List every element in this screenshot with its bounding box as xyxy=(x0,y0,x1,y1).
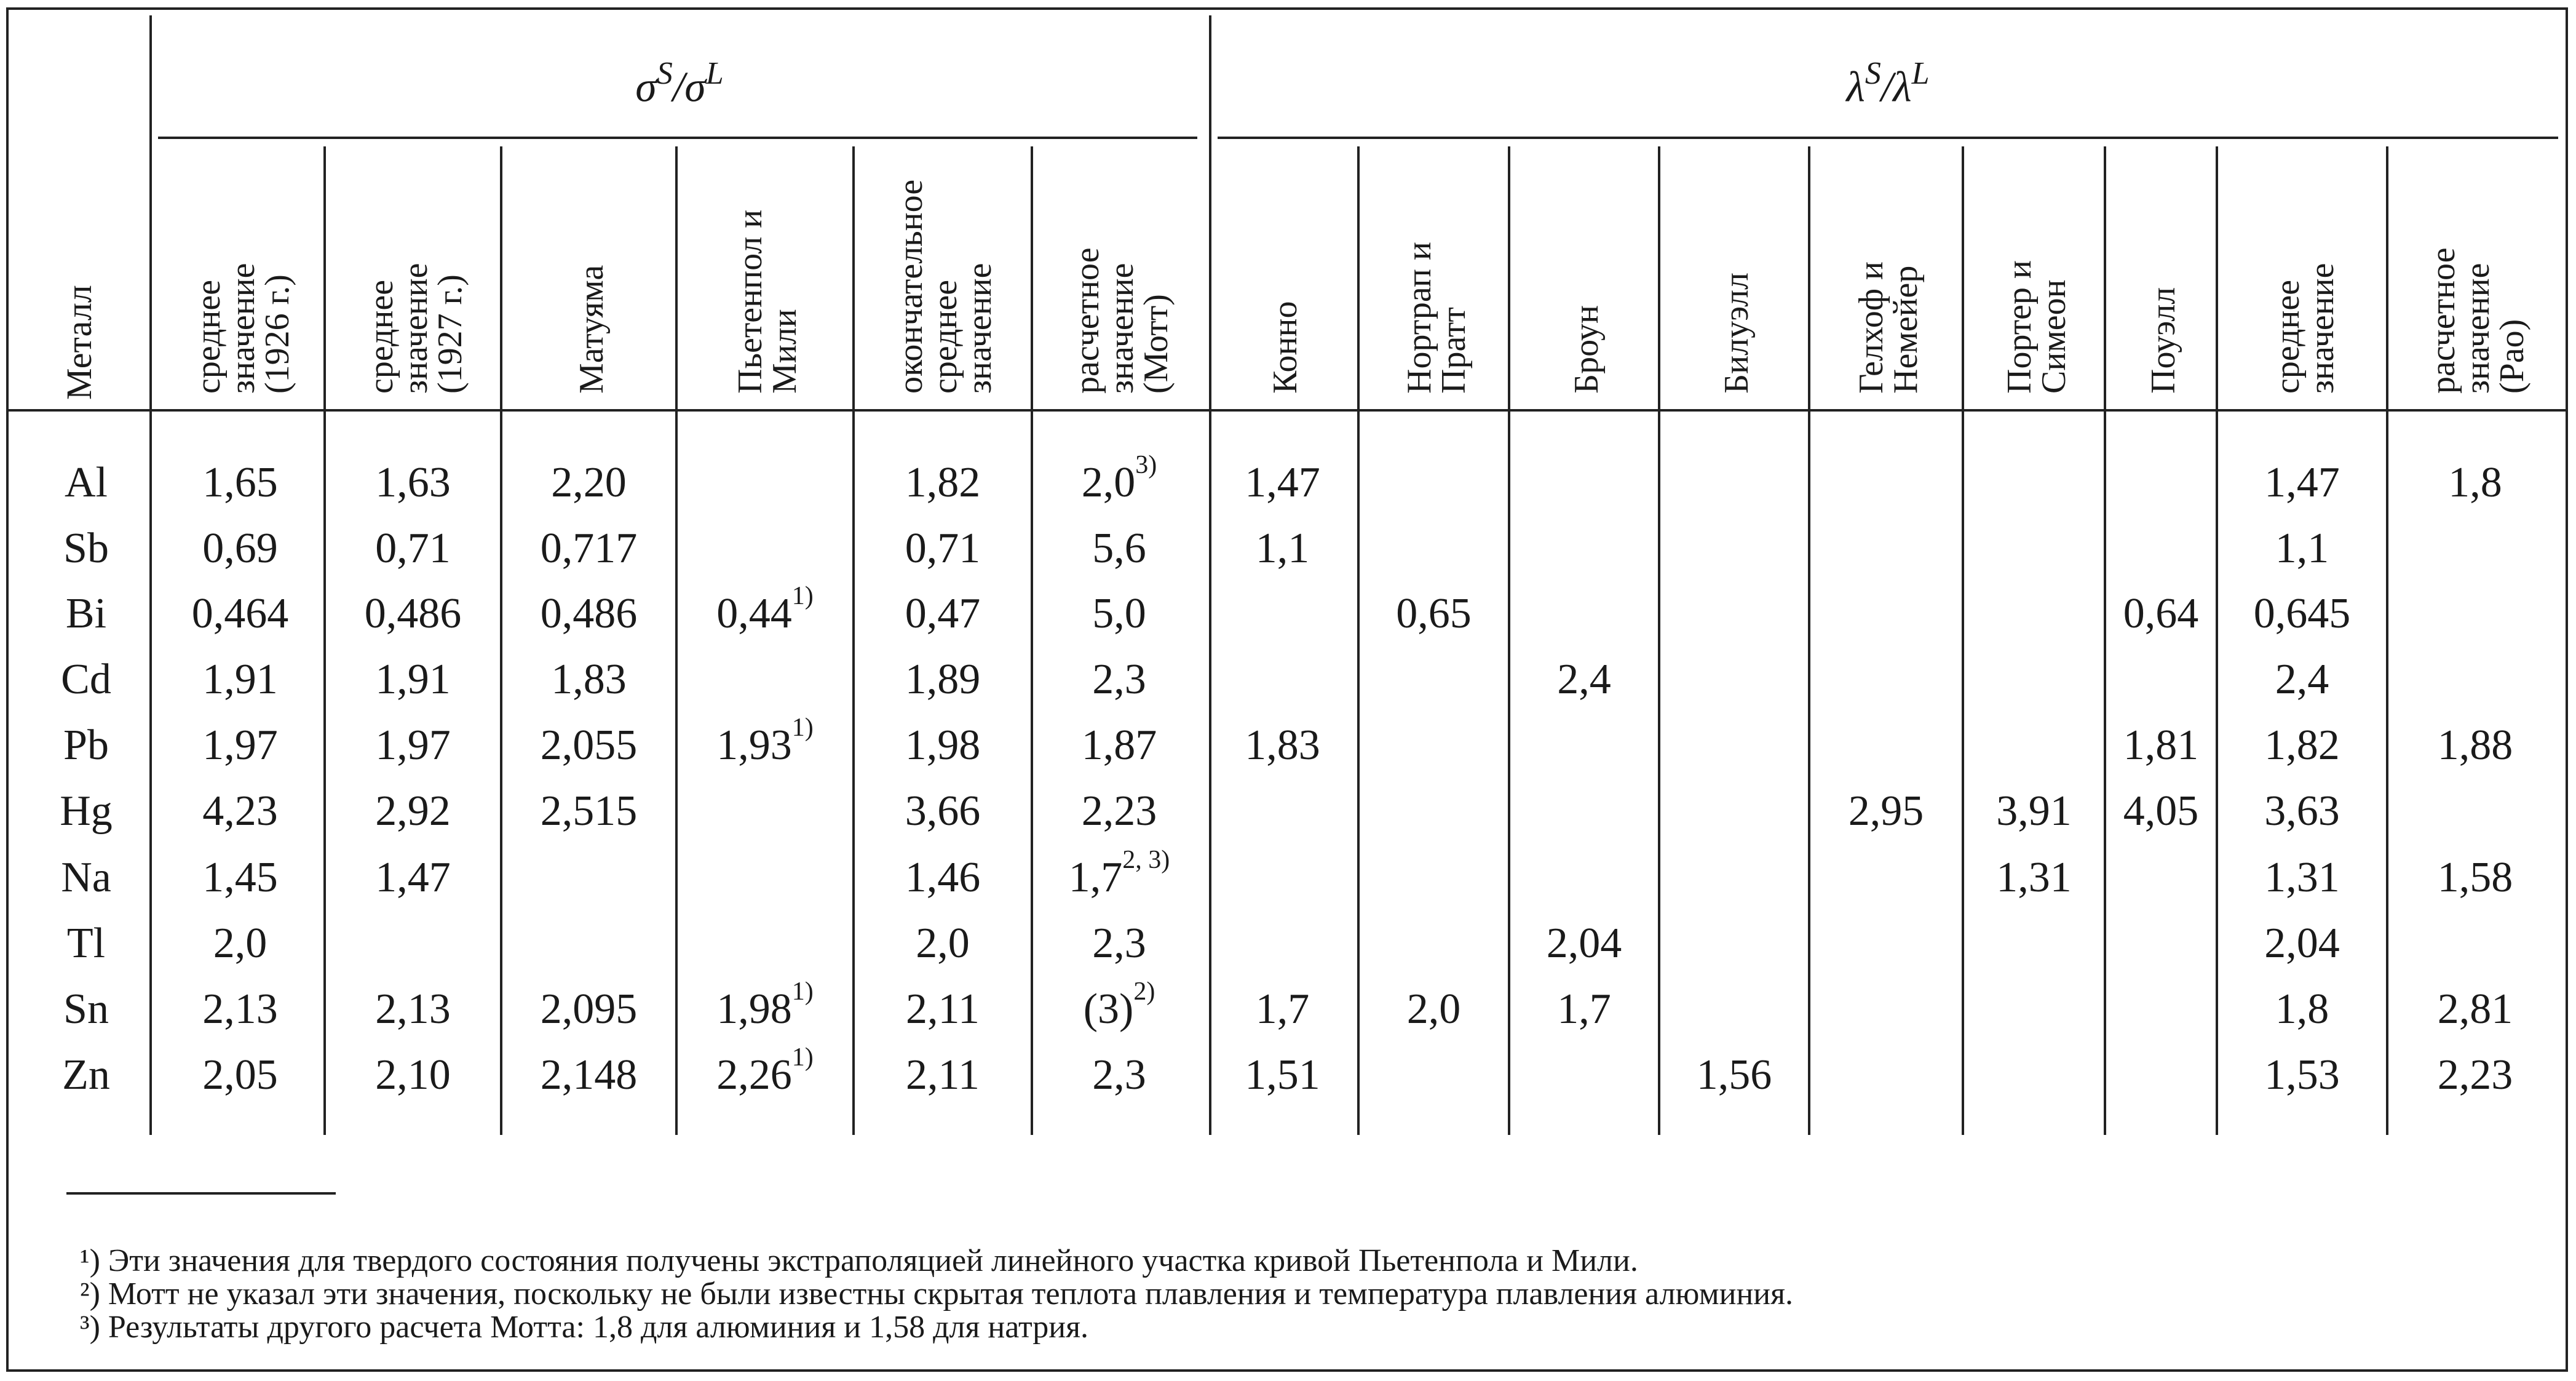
footnote-3: ³) Результаты другого расчета Мотта: 1,8 для алюминия и 1,58 для натрия. xyxy=(80,1310,1089,1345)
cell-value: 2,11 xyxy=(906,985,980,1033)
cell-value: 1,82 xyxy=(905,459,981,506)
table-cell xyxy=(158,655,322,704)
cell-value: 1,89 xyxy=(905,656,981,703)
table-cell xyxy=(1209,524,1356,573)
table-cell xyxy=(504,1051,674,1100)
table-cell xyxy=(158,458,322,507)
cell-value: 1,46 xyxy=(905,854,981,901)
column-header: Конно xyxy=(1266,301,1304,394)
cell-value: 2,04 xyxy=(2264,920,2340,967)
table-cell xyxy=(504,787,674,836)
cell-value: (3) xyxy=(1083,985,1134,1033)
table-cell xyxy=(1034,787,1204,836)
cell-value: 2,95 xyxy=(1848,787,1924,835)
table-cell xyxy=(158,1051,322,1100)
column-header: Пьетенпол и Мили xyxy=(731,209,804,394)
cell-value: 0,486 xyxy=(364,590,462,637)
cell-value: 1,47 xyxy=(2264,459,2340,506)
table-cell xyxy=(1034,721,1204,770)
table-cell xyxy=(1034,589,1204,639)
column-header: окончательное среднее значение xyxy=(892,179,999,394)
lambda-group-header: $\lambda^S/\lambda^L$ xyxy=(1846,56,1930,111)
cell-value: 1,91 xyxy=(202,656,278,703)
table-cell xyxy=(856,787,1029,836)
table-cell xyxy=(679,714,851,770)
cell-value: 2,148 xyxy=(540,1051,638,1099)
cell-value: 2,055 xyxy=(540,722,638,769)
footnote-rule xyxy=(66,1192,336,1195)
column-header: среднее значение (1926 г.) xyxy=(189,263,296,394)
cell-value: 2,0 xyxy=(1081,459,1136,506)
cell-value: 1,47 xyxy=(1245,459,1320,506)
cell-value: 2,4 xyxy=(1557,656,1611,703)
table-cell xyxy=(504,985,674,1034)
cell-value: 0,645 xyxy=(2253,590,2351,637)
cell-value: 4,23 xyxy=(202,787,278,835)
cell-value: 1,31 xyxy=(1996,854,2072,901)
metal-column-divider xyxy=(149,15,152,1135)
cell-value: 1,93 xyxy=(716,722,792,769)
table-cell xyxy=(2219,985,2385,1034)
table-cell xyxy=(327,1051,499,1100)
row-metal: Bi xyxy=(65,590,107,637)
table-cell xyxy=(158,853,322,902)
cell-value: 1,87 xyxy=(1081,722,1157,769)
table-cell xyxy=(2219,458,2385,507)
cell-value: 2,11 xyxy=(906,1051,980,1099)
table-cell xyxy=(327,853,499,902)
footnote-marker: 1) xyxy=(791,582,814,611)
table-cell xyxy=(2219,787,2385,836)
table-cell xyxy=(856,524,1029,573)
cell-value: 1,83 xyxy=(1245,722,1320,769)
table-cell xyxy=(2390,853,2561,902)
cell-value: 3,63 xyxy=(2264,787,2340,835)
sigma-group-header: $\sigma^S/\sigma^L$ xyxy=(635,56,724,111)
cell-value: 2,095 xyxy=(540,985,638,1033)
column-header: Броун xyxy=(1567,305,1606,394)
table-cell xyxy=(504,655,674,704)
table-cell xyxy=(1034,524,1204,573)
column-header: расчетное значение (Мотт) xyxy=(1068,247,1175,394)
table-cell xyxy=(2390,458,2561,507)
cell-value: 4,05 xyxy=(2123,787,2199,835)
table-cell xyxy=(1512,655,1657,704)
column-divider xyxy=(2216,146,2218,1135)
cell-value: 2,81 xyxy=(2437,985,2513,1033)
metal-header: Металл xyxy=(59,285,99,400)
cell-value: 2,0 xyxy=(916,920,970,967)
table-cell xyxy=(856,919,1029,968)
cell-value: 1,8 xyxy=(2275,985,2329,1033)
table-cell xyxy=(2219,655,2385,704)
cell-value: 3,66 xyxy=(905,787,981,835)
column-header: Нортрап и Пратт xyxy=(1400,242,1473,394)
table-cell xyxy=(1512,985,1657,1034)
cell-value: 0,717 xyxy=(540,525,638,572)
footnote-marker: 2) xyxy=(1133,977,1155,1006)
table-cell xyxy=(1965,787,2102,836)
table-cell xyxy=(327,985,499,1034)
column-divider xyxy=(323,146,326,1135)
table-cell xyxy=(504,458,674,507)
cell-value: 0,464 xyxy=(191,590,289,637)
cell-value: 2,05 xyxy=(202,1051,278,1099)
cell-value: 0,71 xyxy=(375,525,451,572)
column-divider xyxy=(1962,146,1964,1135)
row-metal: Sn xyxy=(63,985,109,1033)
cell-value: 2,0 xyxy=(213,920,268,967)
table-cell xyxy=(2107,787,2214,836)
cell-value: 2,92 xyxy=(375,787,451,835)
cell-value: 1,56 xyxy=(1696,1051,1772,1099)
cell-value: 0,69 xyxy=(202,525,278,572)
table-cell xyxy=(856,721,1029,770)
table-cell xyxy=(1209,458,1356,507)
column-divider xyxy=(675,146,678,1135)
table-cell xyxy=(327,458,499,507)
cell-value: 2,3 xyxy=(1092,656,1146,703)
row-metal: Sb xyxy=(63,525,109,572)
column-divider xyxy=(1357,146,1360,1135)
table-cell xyxy=(1034,451,1204,507)
lambda-group-underline xyxy=(1218,137,2558,139)
cell-value: 2,3 xyxy=(1092,920,1146,967)
table-cell xyxy=(856,985,1029,1034)
table-cell xyxy=(2107,589,2214,639)
column-header: Гелхоф и Немейер xyxy=(1852,261,1925,394)
row-metal: Na xyxy=(61,854,111,901)
table-cell xyxy=(679,582,851,639)
table-cell xyxy=(1965,853,2102,902)
cell-value: 0,71 xyxy=(905,525,981,572)
header-bottom-rule xyxy=(9,409,2566,412)
cell-value: 2,20 xyxy=(551,459,627,506)
row-metal: Tl xyxy=(66,920,106,967)
table-cell xyxy=(2390,721,2561,770)
cell-value: 2,13 xyxy=(375,985,451,1033)
table-cell xyxy=(2219,524,2385,573)
table-cell xyxy=(856,458,1029,507)
table-cell xyxy=(1034,655,1204,704)
column-header: Поуэлл xyxy=(2144,287,2182,394)
table-cell xyxy=(1209,1051,1356,1100)
cell-value: 2,4 xyxy=(2275,656,2329,703)
cell-value: 1,45 xyxy=(202,854,278,901)
footnote-marker: 1) xyxy=(791,714,814,742)
table-cell xyxy=(327,787,499,836)
cell-value: 0,64 xyxy=(2123,590,2199,637)
column-divider xyxy=(2386,146,2388,1135)
row-metal: Pb xyxy=(63,722,109,769)
cell-value: 2,0 xyxy=(1406,985,1461,1033)
row-metal: Hg xyxy=(60,787,113,835)
table-cell xyxy=(2219,919,2385,968)
table-cell xyxy=(1361,589,1507,639)
table-cell xyxy=(327,524,499,573)
table-cell xyxy=(2107,721,2214,770)
table-cell xyxy=(856,853,1029,902)
cell-value: 1,83 xyxy=(551,656,627,703)
table-cell xyxy=(327,589,499,639)
cell-value: 1,53 xyxy=(2264,1051,2340,1099)
footnote-2: ²) Мотт не указал эти значения, поскольку не были известны скрытая теплота плавления и температура плавления алюминия. xyxy=(80,1276,1794,1311)
cell-value: 1,58 xyxy=(2437,854,2513,901)
table-cell xyxy=(1034,977,1204,1034)
table-cell xyxy=(1361,985,1507,1034)
row-metal: Zn xyxy=(62,1051,110,1099)
cell-value: 2,13 xyxy=(202,985,278,1033)
cell-value: 2,26 xyxy=(716,1051,792,1099)
table-cell xyxy=(1662,1051,1807,1100)
table-cell xyxy=(1034,846,1204,902)
cell-value: 1,91 xyxy=(375,656,451,703)
column-divider xyxy=(1508,146,1510,1135)
table-cell xyxy=(158,919,322,968)
cell-value: 1,65 xyxy=(202,459,278,506)
footnote-marker: 1) xyxy=(791,1043,814,1072)
cell-value: 5,0 xyxy=(1092,590,1146,637)
table-cell xyxy=(158,721,322,770)
footnote-marker: 3) xyxy=(1135,451,1157,480)
table-cell xyxy=(679,1043,851,1100)
table-cell xyxy=(158,589,322,639)
cell-value: 1,1 xyxy=(1255,525,1310,572)
table-cell xyxy=(2390,1051,2561,1100)
cell-value: 1,7 xyxy=(1557,985,1611,1033)
cell-value: 0,486 xyxy=(540,590,638,637)
cell-value: 0,44 xyxy=(716,590,792,637)
cell-value: 1,97 xyxy=(375,722,451,769)
footnote-1: ¹) Эти значения для твердого состояния получены экстраполяцией линейного участка кривой Пьетенпола и Мили. xyxy=(80,1243,1638,1278)
table-cell xyxy=(504,589,674,639)
column-header: среднее значение (1927 г.) xyxy=(362,263,469,394)
table-cell xyxy=(679,977,851,1034)
cell-value: 1,88 xyxy=(2437,722,2513,769)
table-cell xyxy=(856,589,1029,639)
cell-value: 1,81 xyxy=(2123,722,2199,769)
sigma-group-underline xyxy=(158,137,1197,139)
cell-value: 1,98 xyxy=(905,722,981,769)
table-cell xyxy=(158,985,322,1034)
footnote-marker: 1) xyxy=(791,977,814,1006)
column-divider xyxy=(2104,146,2106,1135)
table-cell xyxy=(2390,985,2561,1034)
table-cell xyxy=(856,1051,1029,1100)
table-cell xyxy=(1812,787,1960,836)
row-metal: Al xyxy=(65,459,108,506)
table-cell xyxy=(504,524,674,573)
cell-value: 2,3 xyxy=(1092,1051,1146,1099)
cell-value: 2,10 xyxy=(375,1051,451,1099)
table-cell xyxy=(158,524,322,573)
table-cell xyxy=(2219,721,2385,770)
table-cell xyxy=(1034,919,1204,968)
table-cell xyxy=(158,787,322,836)
cell-value: 1,63 xyxy=(375,459,451,506)
table-cell xyxy=(2219,1051,2385,1100)
cell-value: 0,65 xyxy=(1396,590,1472,637)
cell-value: 1,1 xyxy=(2275,525,2329,572)
table-cell xyxy=(1512,919,1657,968)
column-divider xyxy=(1031,146,1033,1135)
table-cell xyxy=(1034,1051,1204,1100)
table-cell xyxy=(2219,853,2385,902)
column-divider xyxy=(1658,146,1660,1135)
column-divider xyxy=(852,146,855,1135)
cell-value: 1,98 xyxy=(716,985,792,1033)
table-cell xyxy=(327,721,499,770)
cell-value: 1,97 xyxy=(202,722,278,769)
cell-value: 2,23 xyxy=(1081,787,1157,835)
column-header: Матуяма xyxy=(572,265,611,394)
cell-value: 1,7 xyxy=(1255,985,1310,1033)
cell-value: 2,23 xyxy=(2437,1051,2513,1099)
column-divider xyxy=(1808,146,1810,1135)
cell-value: 1,82 xyxy=(2264,722,2340,769)
table-cell xyxy=(1209,985,1356,1034)
column-header: Портер и Симеон xyxy=(2000,260,2073,394)
column-header: Билуэлл xyxy=(1718,273,1756,394)
table-cell xyxy=(504,721,674,770)
cell-value: 1,51 xyxy=(1245,1051,1320,1099)
cell-value: 0,47 xyxy=(905,590,981,637)
table-cell xyxy=(1209,721,1356,770)
cell-value: 3,91 xyxy=(1996,787,2072,835)
table-cell xyxy=(856,655,1029,704)
row-metal: Cd xyxy=(61,656,111,703)
cell-value: 5,6 xyxy=(1092,525,1146,572)
group-divider xyxy=(1209,15,1211,1135)
footnote-marker: 2, 3) xyxy=(1122,846,1170,875)
column-header: среднее значение xyxy=(2268,263,2341,394)
column-header: расчетное значение (Рао) xyxy=(2424,247,2531,394)
table-cell xyxy=(327,655,499,704)
column-divider xyxy=(500,146,502,1135)
cell-value: 1,7 xyxy=(1068,854,1123,901)
cell-value: 1,47 xyxy=(375,854,451,901)
cell-value: 2,04 xyxy=(1546,920,1622,967)
cell-value: 2,515 xyxy=(540,787,638,835)
table-cell xyxy=(2219,589,2385,639)
cell-value: 1,31 xyxy=(2264,854,2340,901)
cell-value: 1,8 xyxy=(2448,459,2502,506)
